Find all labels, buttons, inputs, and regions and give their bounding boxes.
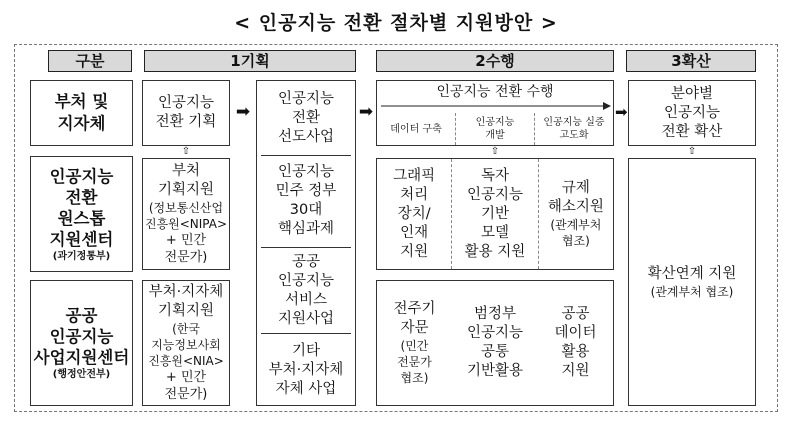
- header-spread-label: 3확산: [671, 52, 711, 70]
- support-consulting: [377, 281, 452, 405]
- project-public-ai-text: 공공 인공지능 서비스 지원사업: [277, 254, 335, 327]
- execute-process-title: 인공지능 전환 수행: [436, 84, 554, 100]
- up-arrow-icon: ⇧: [490, 146, 500, 157]
- support-regulation: [538, 159, 613, 269]
- plan-public-box: [142, 280, 230, 406]
- header-plan: [144, 50, 356, 72]
- spread-ministry-text: 분야별 인공지능 전환 확산: [661, 85, 723, 140]
- step-verify-label: 인공지능 실증 고도화: [543, 117, 605, 141]
- support-public-data: [538, 281, 613, 405]
- step-dev-label: 인공지능 개발: [475, 117, 515, 141]
- plan-ministry-text: 인공지능 전환 기획: [155, 95, 217, 130]
- support-consulting-note: (민간 전문가 협조): [397, 339, 432, 385]
- divider: [261, 155, 351, 156]
- header-spread: [626, 50, 756, 72]
- plan-ministry-box: [142, 80, 230, 146]
- spread-ministry-box: [628, 80, 756, 146]
- header-execute-label: 2수행: [475, 52, 515, 70]
- step-data-label: 데이터 구축: [390, 123, 442, 135]
- divider: [261, 247, 351, 248]
- spread-support-note: (관계부처 협조): [650, 284, 734, 299]
- project-core-tasks-text: 인공지능 민주 정부 30대 핵심과제: [275, 164, 337, 237]
- spread-support-box: [628, 158, 756, 406]
- support-model-text: 독자 인공지능 기반 모델 활용 지원: [464, 167, 526, 260]
- support-common-infra: [452, 281, 538, 405]
- plan-public-tail: + 민간 전문가): [164, 370, 208, 402]
- project-public-ai: [257, 249, 355, 333]
- row-public-label: 공공 인공지능 사업지원센터: [33, 306, 130, 367]
- up-arrow-icon: ⇧: [687, 146, 697, 157]
- support-common-infra-text: 범정부 인공지능 공통 기반활용: [466, 306, 524, 379]
- project-leading: [257, 81, 355, 155]
- plan-onestop-main: 부처 기획지원: [157, 163, 215, 198]
- header-plan-label: 1기획: [230, 52, 270, 70]
- plan-public-main: 부처·지자체 기획지원: [148, 284, 224, 319]
- plan-project-column: [256, 80, 356, 406]
- right-arrow-icon: ➡: [615, 103, 628, 121]
- right-arrow-icon: ➡: [235, 102, 251, 122]
- execute-public-box: [376, 280, 614, 406]
- project-other: [257, 335, 355, 405]
- header-execute: [376, 50, 614, 72]
- row-onestop-sub: (과기정통부): [52, 250, 111, 262]
- execute-onestop-box: [376, 158, 614, 270]
- plan-public-sub: (한국 지능정보사회 진흥원<NIA>: [148, 322, 224, 368]
- support-gpu: [377, 159, 451, 269]
- right-arrow-icon: ➡: [358, 102, 374, 122]
- row-public: [30, 280, 133, 406]
- support-model: [451, 159, 537, 269]
- project-leading-text: 인공지능 전환 선도사업: [277, 90, 335, 145]
- row-public-sub: (행정안전부): [52, 369, 111, 380]
- row-onestop: [30, 156, 133, 272]
- project-core-tasks: [257, 157, 355, 245]
- diagram-title: < 인공지능 전환 절차별 지원방안 >: [234, 12, 558, 34]
- project-other-text: 기타 부처·지자체 자체 사업: [268, 342, 344, 397]
- plan-onestop-box: [142, 158, 230, 270]
- execute-process-box: [376, 80, 614, 146]
- execute-steps: [377, 113, 613, 145]
- support-regulation-text: 규제 해소지원: [547, 180, 604, 215]
- execute-process-arrow: [381, 101, 611, 111]
- step-data: [377, 113, 455, 145]
- support-gpu-text: 그래픽 처리 장치/ 인재 지원: [393, 167, 436, 260]
- support-regulation-note: (관계부처 협조): [550, 218, 602, 248]
- plan-onestop-tail: + 민간 전문가): [164, 233, 208, 265]
- row-ministry: [30, 80, 133, 146]
- row-ministry-label: 부처 및 지자체: [54, 92, 109, 133]
- support-public-data-text: 공공 데이터 활용 지원: [554, 306, 597, 379]
- header-category: 구분: [48, 50, 132, 72]
- divider: [261, 333, 351, 334]
- support-consulting-text: 전주기 자문: [393, 301, 436, 336]
- step-dev: [455, 113, 534, 145]
- plan-onestop-sub: (정보통신산업 진흥원<NIPA>: [144, 201, 228, 231]
- step-verify: [534, 113, 613, 145]
- up-arrow-icon: ⇧: [181, 146, 191, 157]
- spread-support-main: 확산연계 지원: [647, 265, 737, 282]
- row-onestop-label: 인공지능 전환 원스톱 지원센터: [49, 166, 114, 249]
